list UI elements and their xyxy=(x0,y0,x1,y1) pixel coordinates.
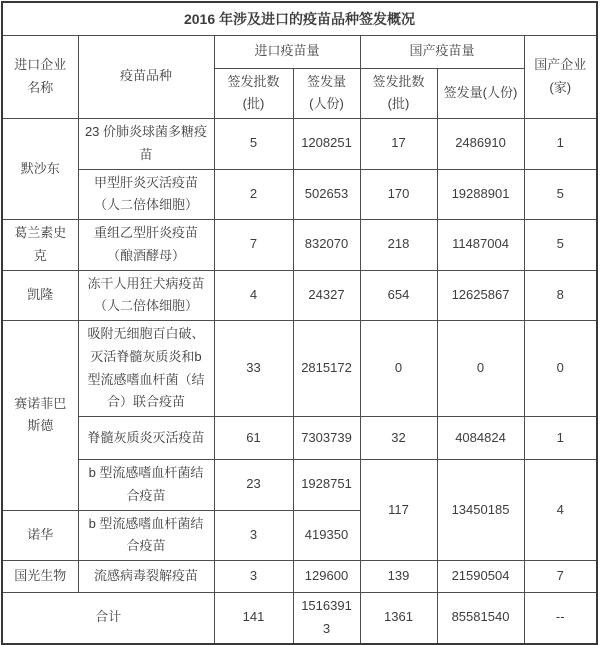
cell-domestic-companies: 0 xyxy=(524,321,597,417)
cell-domestic-batches: 654 xyxy=(360,270,437,321)
cell-domestic-doses: 11487004 xyxy=(437,220,524,271)
cell-domestic-companies: 1 xyxy=(524,119,597,170)
vaccine-issuance-table xyxy=(1,1,598,645)
cell-domestic-doses: 21590504 xyxy=(437,561,524,593)
table-row xyxy=(2,119,597,170)
cell-import-batches: 3 xyxy=(214,510,293,561)
header-domestic-companies: 国产企业(家) xyxy=(524,35,597,119)
cell-import-doses: 502653 xyxy=(293,169,360,220)
total-domestic-batches: 1361 xyxy=(360,593,437,644)
cell-vaccine: 冻干人用狂犬病疫苗（人二倍体细胞） xyxy=(78,270,214,321)
cell-import-batches: 3 xyxy=(214,561,293,593)
cell-company: 国光生物 xyxy=(2,561,78,593)
cell-domestic-batches: 0 xyxy=(360,321,437,417)
header-import-doses: 签发量(人份) xyxy=(293,68,360,119)
cell-import-batches: 23 xyxy=(214,460,293,511)
total-import-batches: 141 xyxy=(214,593,293,644)
cell-import-doses: 24327 xyxy=(293,270,360,321)
cell-domestic-batches: 17 xyxy=(360,119,437,170)
cell-company: 凯隆 xyxy=(2,270,78,321)
cell-import-doses: 419350 xyxy=(293,510,360,561)
header-company: 进口企业名称 xyxy=(2,35,78,119)
header-domestic-doses: 签发量(人份) xyxy=(437,68,524,119)
cell-import-doses: 2815172 xyxy=(293,321,360,417)
cell-domestic-companies: 5 xyxy=(524,220,597,271)
cell-vaccine: 吸附无细胞百白破、灭活脊髓灰质炎和b 型流感嗜血杆菌（结合）联合疫苗 xyxy=(78,321,214,417)
cell-domestic-batches: 32 xyxy=(360,417,437,460)
cell-import-doses: 1928751 xyxy=(293,460,360,511)
table-row xyxy=(2,220,597,271)
table-row xyxy=(2,460,597,511)
cell-domestic-doses: 4084824 xyxy=(437,417,524,460)
header-vaccine: 疫苗品种 xyxy=(78,35,214,119)
total-label: 合计 xyxy=(2,593,214,644)
header-row-groups xyxy=(2,35,597,68)
header-import-batches: 签发批数(批) xyxy=(214,68,293,119)
cell-company: 葛兰素史克 xyxy=(2,220,78,271)
cell-import-doses: 832070 xyxy=(293,220,360,271)
table-row xyxy=(2,321,597,417)
cell-domestic-batches: 218 xyxy=(360,220,437,271)
table-title: 2016 年涉及进口的疫苗品种签发概况 xyxy=(2,2,597,35)
cell-domestic-doses: 19288901 xyxy=(437,169,524,220)
cell-company: 诺华 xyxy=(2,510,78,561)
table-row xyxy=(2,561,597,593)
cell-domestic-companies: 1 xyxy=(524,417,597,460)
cell-import-batches: 33 xyxy=(214,321,293,417)
total-domestic-companies: -- xyxy=(524,593,597,644)
cell-company: 赛诺菲巴斯德 xyxy=(2,321,78,511)
cell-domestic-companies: 8 xyxy=(524,270,597,321)
cell-domestic-companies: 5 xyxy=(524,169,597,220)
cell-import-batches: 5 xyxy=(214,119,293,170)
total-import-doses: 15163913 xyxy=(293,593,360,644)
cell-import-doses: 129600 xyxy=(293,561,360,593)
cell-domestic-doses: 12625867 xyxy=(437,270,524,321)
cell-vaccine: b 型流感嗜血杆菌结合疫苗 xyxy=(78,460,214,511)
total-row xyxy=(2,593,597,644)
cell-vaccine: 甲型肝炎灭活疫苗（人二倍体细胞） xyxy=(78,169,214,220)
cell-import-batches: 4 xyxy=(214,270,293,321)
cell-domestic-companies: 4 xyxy=(524,460,597,561)
header-domestic-batches: 签发批数(批) xyxy=(360,68,437,119)
cell-import-batches: 2 xyxy=(214,169,293,220)
header-domestic-group: 国产疫苗量 xyxy=(360,35,524,68)
title-row xyxy=(2,2,597,35)
header-import-group: 进口疫苗量 xyxy=(214,35,360,68)
table-row xyxy=(2,270,597,321)
cell-company: 默沙东 xyxy=(2,119,78,220)
cell-import-doses: 7303739 xyxy=(293,417,360,460)
cell-domestic-batches: 170 xyxy=(360,169,437,220)
cell-vaccine: b 型流感嗜血杆菌结合疫苗 xyxy=(78,510,214,561)
cell-domestic-doses: 0 xyxy=(437,321,524,417)
cell-import-batches: 7 xyxy=(214,220,293,271)
table-row xyxy=(2,169,597,220)
total-domestic-doses: 85581540 xyxy=(437,593,524,644)
cell-domestic-doses: 2486910 xyxy=(437,119,524,170)
cell-vaccine: 23 价肺炎球菌多糖疫苗 xyxy=(78,119,214,170)
cell-import-doses: 1208251 xyxy=(293,119,360,170)
cell-import-batches: 61 xyxy=(214,417,293,460)
cell-domestic-batches: 117 xyxy=(360,460,437,561)
cell-domestic-companies: 7 xyxy=(524,561,597,593)
cell-vaccine: 重组乙型肝炎疫苗（酿酒酵母） xyxy=(78,220,214,271)
cell-domestic-doses: 13450185 xyxy=(437,460,524,561)
cell-domestic-batches: 139 xyxy=(360,561,437,593)
table-row xyxy=(2,417,597,460)
cell-vaccine: 流感病毒裂解疫苗 xyxy=(78,561,214,593)
cell-vaccine: 脊髓灰质炎灭活疫苗 xyxy=(78,417,214,460)
